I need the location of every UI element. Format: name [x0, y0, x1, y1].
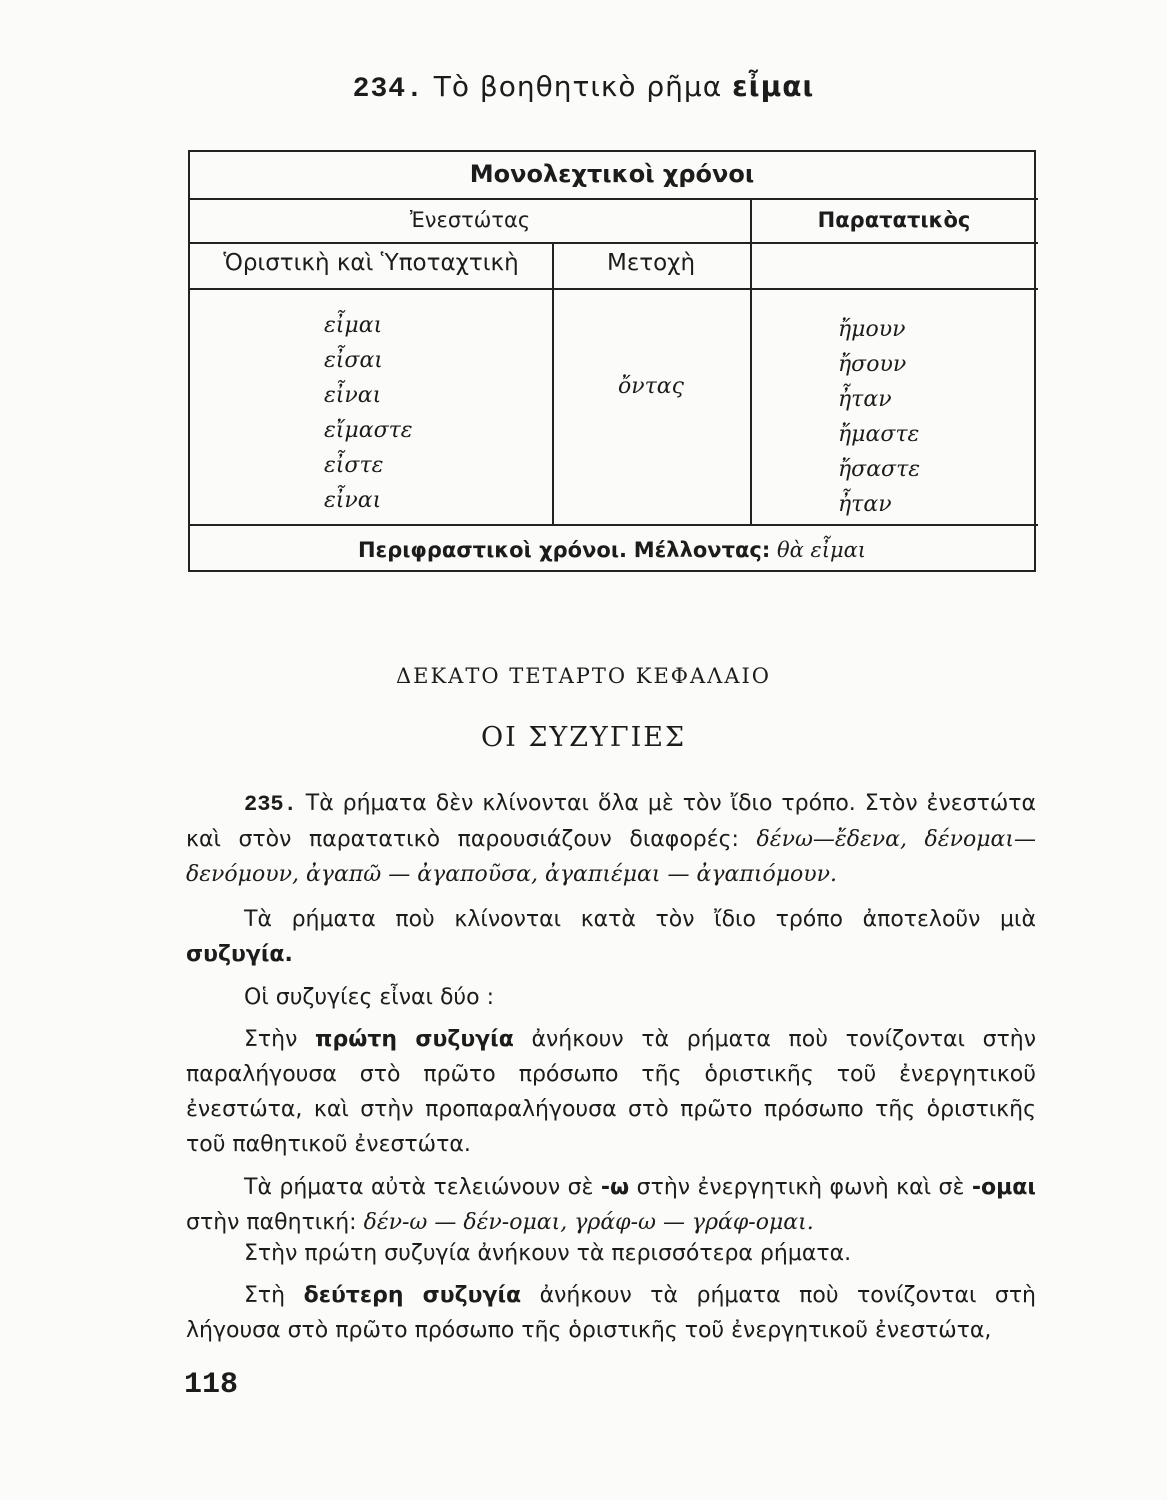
paragraph-bold: συζυγία. [186, 942, 293, 967]
paragraph-bold: -ω [600, 1175, 630, 1200]
paragraph-text: Τὰ ρήματα αὐτὰ τελειώνουν σὲ [244, 1175, 594, 1200]
chapter-title: ΔΕΚΑΤΟ ΤΕΤΑΡΤΟ ΚΕΦΑΛΑΙΟ [395, 664, 772, 688]
present-form: εἶναι [324, 488, 382, 513]
paragraph-text: στὴν ἐνεργητικὴ φωνὴ καὶ σὲ [636, 1175, 965, 1200]
imperfect-header: Παρατατικὸς [817, 208, 971, 232]
paragraph-second-conjugation [186, 1278, 1036, 1348]
imperfect-form: ἤμαστε [838, 422, 920, 447]
imperfect-form: ἤμουν [838, 317, 906, 342]
heading-number: 234. [352, 74, 424, 105]
heading-text: Τὸ βοηθητικὸ ρῆμα [433, 70, 723, 103]
table-title: Μονολεχτικοὶ χρόνοι [469, 160, 755, 188]
present-forms [324, 308, 413, 518]
imperfect-form: ἦταν [838, 387, 892, 412]
footer-future-form: θὰ εἶμαι [776, 538, 867, 562]
participle-header: Μετοχὴ [606, 250, 696, 276]
paragraph-bold: δεύτερη συζυγία [303, 1283, 522, 1308]
paragraph-text: Τὰ ρήματα δὲν κλίνονται ὅλα μὲ τὸν ἴδιο τρόπο. Στὸν ἐνεστώτα καὶ στὸν παρατατικὸ παρουσιάζουν διαφορές: [186, 791, 1036, 852]
paragraph-bold: -ομαι [971, 1175, 1036, 1200]
paragraph-number: 235. [244, 792, 297, 817]
paragraph-text: Στὴν [244, 1027, 298, 1052]
paragraph-235 [186, 786, 1036, 892]
imperfect-forms [838, 312, 920, 522]
paragraph-two-conjugations [186, 980, 1036, 1015]
paragraph-text: στὴν παθητική: [186, 1210, 357, 1235]
table-footer [190, 538, 1034, 562]
participle-form: ὄντας [618, 374, 684, 399]
footer-label: Περιφραστικοὶ χρόνοι. [357, 538, 627, 562]
paragraph-endings [186, 1170, 1036, 1240]
imperfect-form: ἤσαστε [838, 457, 921, 482]
conjugation-table [188, 150, 1036, 572]
present-form: εἶναι [324, 383, 382, 408]
present-header: Ἐνεστώτας [409, 208, 531, 232]
paragraph-examples: δέν-ω — δέν-ομαι, γράφ-ω — γράφ-ομαι. [363, 1210, 814, 1235]
present-form: εἶμαι [324, 313, 383, 338]
present-form: εἶσαι [324, 348, 383, 373]
heading-bold: εἶμαι [732, 70, 815, 103]
paragraph-text: ἀνήκουν τὰ ρήματα ποὺ τονίζονται στὴ λήγουσα στὸ πρῶτο πρόσωπο τῆς ὁριστικῆς τοῦ ἐνεργητικοῦ ἐνεστώτα, [186, 1283, 1037, 1343]
paragraph-bold: πρώτη συζυγία [315, 1027, 514, 1052]
footer-future-label: Μέλλοντας: [633, 538, 771, 562]
paragraph-examples: δένω—ἔδενα, δένομαι—δενόμουν, ἀγαπῶ — ἀγαποῦσα, ἀγαπιέμαι — ἀγαπιόμουν. [186, 827, 1036, 887]
section-heading [0, 70, 1167, 105]
paragraph-first-conjugation [186, 1022, 1036, 1162]
paragraph-syzygia [186, 902, 1036, 972]
paragraph-text: Τὰ ρήματα ποὺ κλίνονται κατὰ τὸν ἴδιο τρόπο ἀποτελοῦν μιὰ [244, 907, 1036, 932]
section-title: ΟΙ ΣΥΖΥΓΙΕΣ [480, 722, 687, 753]
paragraph-text: Στὴ [244, 1283, 286, 1308]
paragraph-text: Στὴν πρώτη συζυγία ἀνήκουν τὰ περισσότερα ρήματα. [244, 1241, 852, 1266]
present-form: εἴμαστε [324, 418, 413, 443]
paragraph-most-verbs [186, 1236, 1036, 1271]
paragraph-text: Οἱ συζυγίες εἶναι δύο : [244, 985, 495, 1010]
mood-header: Ὁριστικὴ καὶ Ὑποταχτικὴ [223, 250, 519, 276]
page-number: 118 [184, 1368, 239, 1402]
present-form: εἶστε [324, 453, 384, 478]
imperfect-form: ἤσουν [838, 352, 907, 377]
paragraph-text: ἀνήκουν τὰ ρήματα ποὺ τονίζονται στὴν παραλήγουσα στὸ πρῶτο πρόσωπο τῆς ὁριστικῆς τοῦ ἐνεργητικοῦ ἐνεστώτα, καὶ στὴν προπαραλήγουσα στὸ πρῶτο πρόσωπο τῆς ὁριστικῆς τοῦ παθητικοῦ ἐνεστώτα. [186, 1027, 1037, 1157]
imperfect-form: ἦταν [838, 492, 892, 517]
